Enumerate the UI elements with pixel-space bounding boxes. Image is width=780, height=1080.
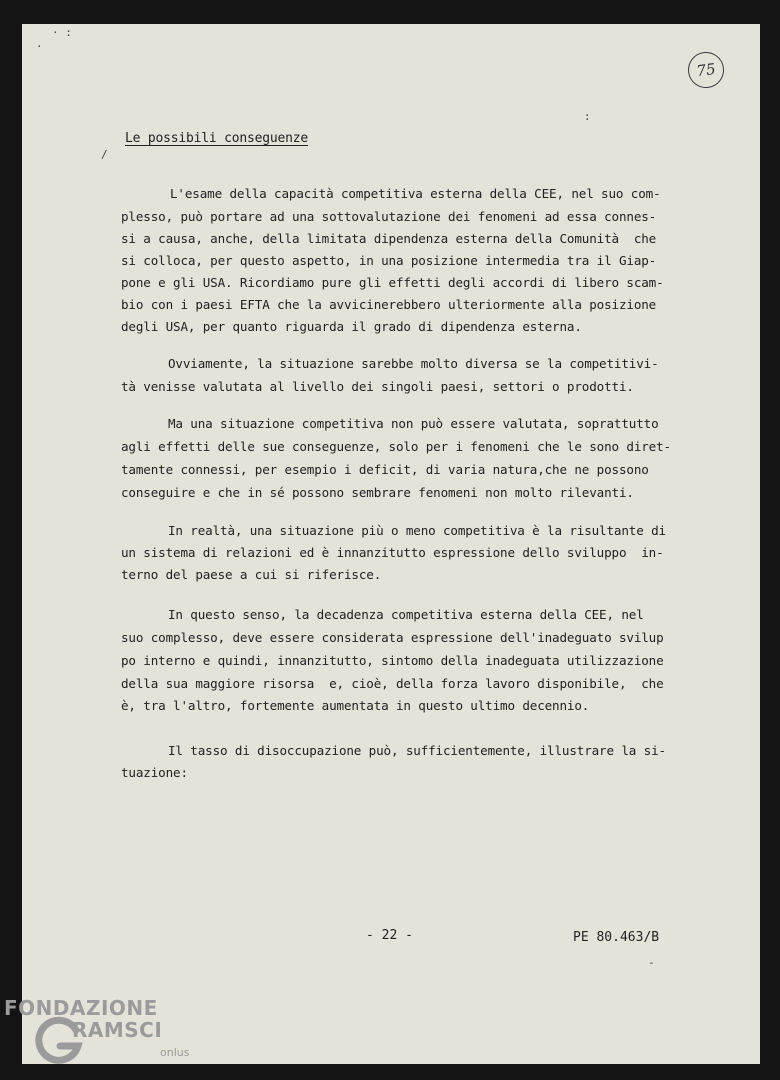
text-line: tà venisse valutata al livello dei singoli paesi, settori o prodotti. (121, 379, 634, 394)
text-line: degli USA, per quanto riguarda il grado di dipendenza esterna. (121, 319, 582, 334)
text-line: In questo senso, la decadenza competitiva esterna della CEE, nel (168, 607, 644, 622)
text-line: terno del paese a cui si riferisce. (121, 567, 382, 582)
text-line: della sua maggiore risorsa e, cioè, della forza lavoro disponibile, che (121, 676, 664, 691)
text-line: un sistema di relazioni ed è innanzitutto espressione dello sviluppo in- (121, 545, 664, 560)
page-stamp: 75 (686, 50, 727, 91)
text-line: suo complesso, deve essere considerata espressione dell'inadeguato svilup (121, 630, 664, 645)
page-number: - 22 - (366, 928, 413, 943)
text-line: conseguire e che in sé possono sembrare fenomeni non molto rilevanti. (121, 485, 634, 500)
paper-speck: · : (52, 26, 72, 39)
text-line: L'esame della capacità competitiva esterna della CEE, nel suo com- (170, 186, 661, 201)
text-line: si colloca, per questo aspetto, in una posizione intermedia tra il Giap- (121, 253, 657, 268)
paper-speck: · (36, 40, 43, 53)
text-line: tuazione: (121, 765, 188, 780)
text-line: Il tasso di disoccupazione può, sufficientemente, illustrare la si- (168, 743, 666, 758)
text-line: bio con i paesi EFTA che la avvicinerebbero ulteriormente alla posizione (121, 297, 657, 312)
section-title: Le possibili conseguenze (125, 131, 309, 146)
document-page (22, 24, 760, 1064)
text-line: pone e gli USA. Ricordiamo pure gli effetti degli accordi di libero scam- (121, 275, 664, 290)
text-line: po interno e quindi, innanzitutto, sintomo della inadeguata utilizzazione (121, 653, 664, 668)
text-line: Ovviamente, la situazione sarebbe molto diversa se la competitivi- (168, 356, 659, 371)
paper-speck: : (584, 110, 591, 123)
paper-speck: - (648, 956, 655, 969)
watermark-line3: onlus (160, 1046, 190, 1059)
text-line: tamente connessi, per esempio i deficit, di varia natura,che ne possono (121, 462, 649, 477)
pen-mark: / (101, 148, 108, 161)
text-line: è, tra l'altro, fortemente aumentata in questo ultimo decennio. (121, 698, 590, 713)
text-line: In realtà, una situazione più o meno competitiva è la risultante di (168, 523, 666, 538)
watermark-line2: RAMSCI (72, 1018, 163, 1042)
document-reference: PE 80.463/B (573, 930, 660, 945)
text-line: agli effetti delle sue conseguenze, solo per i fenomeni che le sono diret- (121, 439, 671, 454)
watermark-line1: FONDAZIONE (4, 996, 158, 1020)
text-line: plesso, può portare ad una sottovalutazione dei fenomeni ad essa connes- (121, 209, 657, 224)
text-line: si a causa, anche, della limitata dipendenza esterna della Comunità che (121, 231, 657, 246)
text-line: Ma una situazione competitiva non può essere valutata, soprattutto (168, 416, 659, 431)
